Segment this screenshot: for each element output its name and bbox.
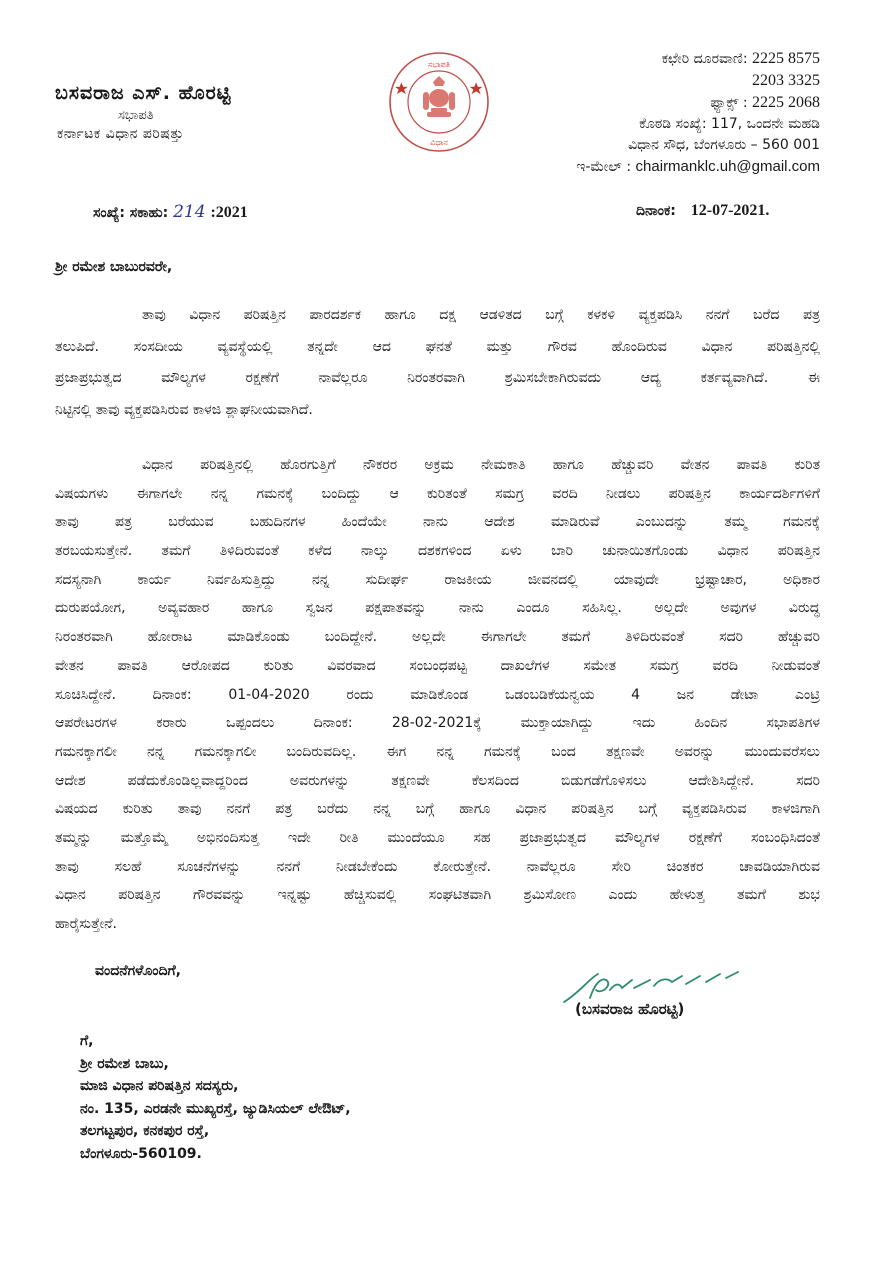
email-address: chairmanklc.uh@gmail.com (635, 158, 820, 175)
paragraph-line: ತರಬಯಸುತ್ತೇನೆ. ತಮಗೆ ತಿಳಿದಿರುವಂತೆ ಕಳೆದ ನಾಲ್ಕು ದಶಕಗಳಿಂದ ಏಳು ಬಾರಿ ಚುನಾಯಿತಗೊಂಡು ವಿಧಾನ ಪರಿಷತ್ತಿನ (55, 543, 820, 560)
reference-label: ಸಂಖ್ಯೆ: ಸಕಾಹು: (93, 205, 169, 221)
paragraph-line: ತಾವು ಸಲಹೆ ಸೂಚನೆಗಳನ್ನು ನನಗೆ ನೀಡಬೇಕೆಂದು ಕೋರುತ್ತೇನೆ. ನಾವೆಲ್ಲರೂ ಸೇರಿ ಚಿಂತಕರ ಚಾವಡಿಯಾಗಿರುವ (55, 858, 820, 875)
seal-top-text: ಸಭಾಪತಿ (428, 60, 450, 69)
paragraph-line: ಪ್ರಜಾಪ್ರಭುತ್ವದ ಮೌಲ್ಯಗಳ ರಕ್ಷಣೆಗೆ ನಾವೆಲ್ಲರೂ ನಿರಂತರವಾಗಿ ಶ್ರಮಿಸಬೇಕಾಗಿರುವದು ಆದ್ಯ ಕರ್ತವ್ಯವಾಗಿದೆ. ಈ (55, 370, 820, 386)
body-paragraph-2 (55, 451, 820, 939)
paragraph-line: ವಿಧಾನ ಪರಿಷತ್ತಿನಲ್ಲಿ ಹೊರಗುತ್ತಿಗೆ ನೌಕರರ ಅಕ್ರಮ ನೇಮಕಾತಿ ಹಾಗೂ ಹೆಚ್ಚುವರಿ ವೇತನ ಪಾವತಿ ಕುರಿತ (142, 457, 820, 473)
letter-date (636, 202, 769, 220)
paragraph-line: ನಿರಂತರವಾಗಿ ಹೋರಾಟ ಮಾಡಿಕೊಂಡು ಬಂದಿದ್ದೇನೆ. ಅಲ್ಲದೇ ಈಗಾಗಲೇ ತಮಗೆ ತಿಳಿದಿರುವಂತೆ ಸದರಿ ಹೆಚ್ಚುವರಿ (55, 629, 820, 646)
emblem-seal-icon (387, 50, 491, 154)
paragraph-line: ವಿಷಯದ ಕುರಿತು ತಾವು ನನಗೆ ಪತ್ರ ಬರೆದು ನನ್ನ ಬಗ್ಗೆ ಹಾಗೂ ವಿಧಾನ ಪರಿಷತ್ತಿನ ಬಗ್ಗೆ ವ್ಯಕ್ತಪಡಿಸಿರುವ ಕಾಳಜಿಗಾಗಿ (55, 801, 820, 818)
office-phone-1: 2225 8575 (752, 50, 820, 67)
office-phone-label: ಕಛೇರಿ ದೂರವಾಣಿ: (661, 51, 748, 67)
contact-block (490, 48, 820, 178)
reference-year: :2021 (210, 204, 248, 221)
office-phone-row-2 (490, 70, 820, 92)
sender-title: ಸಭಾಪತಿ (118, 108, 154, 123)
office-phone-2: 2203 3325 (752, 72, 820, 89)
paragraph-line: ಆದೇಶ ಪಡೆದುಕೊಂಡಿಲ್ಲವಾದ್ದರಿಂದ ಅವರುಗಳನ್ನು ತಕ್ಷಣವೇ ಕೆಲಸದಿಂದ ಬಿಡುಗಡೆಗೊಳಿಸಲು ಆದೇಶಿಸಿದ್ದೇನೆ. ಸದರಿ (55, 772, 820, 789)
paragraph-line: ತಲುಪಿದೆ. ಸಂಸದೀಯ ವ್ಯವಸ್ಥೆಯಲ್ಲಿ ತನ್ನದೇ ಆದ ಘನತೆ ಮತ್ತು ಗೌರವ ಹೊಂದಿರುವ ವಿಧಾನ ಪರಿಷತ್ತಿನಲ್ಲಿ (55, 338, 820, 355)
paragraph-line: ಹಾರೈಸುತ್ತೇನೆ. (55, 916, 117, 932)
recipient-line: ತಲಗಟ್ಟಪುರ, ಕನಕಪುರ ರಸ್ತೆ, (80, 1123, 210, 1139)
paragraph-line: ತಮ್ಮನ್ನು ಮತ್ತೊಮ್ಮೆ ಅಭಿನಂದಿಸುತ್ತ ಇದೇ ರೀತಿ ಮುಂದೆಯೂ ಸಹ ಪ್ರಜಾಪ್ರಭುತ್ವದ ಮೌಲ್ಯಗಳ ರಕ್ಷಣೆಗೆ ಸಂಬಂಧಿಸಿದಂತೆ (55, 829, 820, 846)
seal-bottom-text: ವಿಧಾನ (430, 138, 448, 147)
signatory-name: (ಬಸವರಾಜ ಹೊರಟ್ಟಿ) (575, 1000, 685, 1018)
salutation: ಶ್ರೀ ರಮೇಶ ಬಾಬುರವರೇ, (55, 259, 173, 275)
fax-label: ಫ್ಯಾಕ್ಸ್ : (710, 95, 748, 111)
paragraph-line: ತಾವು ಪತ್ರ ಬರೆಯುವ ಬಹುದಿನಗಳ ಹಿಂದೆಯೇ ನಾನು ಆದೇಶ ಮಾಡಿರುವೆ ಎಂಬುದನ್ನು ತಮ್ಮ ಗಮನಕ್ಕೆ (55, 514, 820, 531)
fax-row (490, 92, 820, 114)
date-label: ದಿನಾಂಕ: (636, 203, 676, 219)
recipient-line: ಗೆ, (80, 1033, 94, 1049)
recipient-address (80, 1030, 351, 1165)
paragraph-line: ಸದಸ್ಯನಾಗಿ ಕಾರ್ಯ ನಿರ್ವಹಿಸುತ್ತಿದ್ದು ನನ್ನ ಸುದೀರ್ಘ ರಾಜಕೀಯ ಜೀವನದಲ್ಲಿ ಯಾವುದೇ ಭ್ರಷ್ಟಾಚಾರ, ಅಧಿಕಾರ (55, 571, 820, 588)
paragraph-line: ವೇತನ ಪಾವತಿ ಆರೋಪದ ಕುರಿತು ವಿವರವಾದ ಸಂಬಂಧಪಟ್ಟ ದಾಖಲೆಗಳ ಸಮೇತ ಸಮಗ್ರ ವರದಿ ನೀಡುವಂತೆ (55, 657, 820, 674)
paragraph-line: ನಿಟ್ಟಿನಲ್ಲಿ ತಾವು ವ್ಯಕ್ತಪಡಿಸಿರುವ ಕಾಳಜಿ ಶ್ಲಾಘನೀಯವಾಗಿದೆ. (55, 401, 313, 418)
paragraph-line: ಆಪರೇಟರಗಳ ಕರಾರು ಒಪ್ಪಂದಲು ದಿನಾಂಕ: 28-02-2021ಕ್ಕೆ ಮುಕ್ತಾಯಾಗಿದ್ದು ಇದು ಹಿಂದಿನ ಸಭಾಪತಿಗಳ (55, 715, 820, 732)
paragraph-line: ದುರುಪಯೋಗ, ಅವ್ಯವಹಾರ ಹಾಗೂ ಸ್ವಜನ ಪಕ್ಷಪಾತವನ್ನು ನಾನು ಎಂದೂ ಸಹಿಸಿಲ್ಲ. ಅಲ್ಲದೇ ಅವುಗಳ ವಿರುದ್ಧ (55, 600, 820, 617)
recipient-line: ಶ್ರೀ ರಮೇಶ ಬಾಬು, (80, 1055, 169, 1072)
paragraph-line: ಸೂಚಿಸಿದ್ದೇನೆ. ದಿನಾಂಕ: 01-04-2020 ರಂದು ಮಾಡಿಕೊಂಡ ಒಡಂಬಡಿಕೆಯನ್ವಯ 4 ಜನ ಡೇಟಾ ಎಂಟ್ರಿ (55, 686, 820, 703)
reference-handwritten-number: 214 (173, 202, 206, 222)
room-line: ಕೊಠಡಿ ಸಂಖ್ಯೆ: 117, ಒಂದನೇ ಮಹಡಿ (639, 116, 820, 132)
date-value: 12-07-2021. (690, 202, 770, 219)
recipient-line: ಮಾಜಿ ವಿಧಾನ ಪರಿಷತ್ತಿನ ಸದಸ್ಯರು, (80, 1078, 239, 1094)
email-row (490, 156, 820, 178)
body-paragraph-1 (55, 300, 820, 426)
sender-name: ಬಸವರಾಜ ಎಸ್. ಹೊರಟ್ಟಿ (55, 82, 232, 104)
email-label: ಇ-ಮೇಲ್ : (576, 159, 632, 175)
paragraph-line: ವಿಷಯಗಳು ಈಗಾಗಲೇ ನನ್ನ ಗಮನಕ್ಕೆ ಬಂದಿದ್ದು ಆ ಕುರಿತಂತೆ ಸಮಗ್ರ ವರದಿ ನೀಡಲು ಪರಿಷತ್ತಿನ ಕಾರ್ಯದರ್ಶಿಗಳಿಗೆ (55, 485, 820, 502)
office-phone-row (490, 48, 820, 70)
closing-phrase: ವಂದನೆಗಳೊಂದಿಗೆ, (95, 963, 181, 979)
sender-organization: ಕರ್ನಾಟಕ ವಿಧಾನ ಪರಿಷತ್ತು (57, 126, 184, 142)
recipient-line: ನಂ. 135, ಎರಡನೇ ಮುಖ್ಯರಸ್ತೆ, ಜ್ಯುಡಿಸಿಯಲ್ ಲೇಔಟ್, (80, 1100, 351, 1117)
paragraph-line: ವಿಧಾನ ಪರಿಷತ್ತಿನ ಗೌರವವನ್ನು ಇನ್ನಷ್ಟು ಹೆಚ್ಚಿಸುವಲ್ಲಿ ಸಂಘಟಿತವಾಗಿ ಶ್ರಮಿಸೋಣ ಎಂದು ಹೇಳುತ್ತ ತಮಗೆ ಶುಭ (55, 887, 820, 904)
address-line: ವಿಧಾನ ಸೌಧ, ಬೆಂಗಳೂರು – 560 001 (628, 137, 820, 153)
paragraph-line: ತಾವು ವಿಧಾನ ಪರಿಷತ್ತಿನ ಪಾರದರ್ಶಕ ಹಾಗೂ ದಕ್ಷ ಆಡಳಿತದ ಬಗ್ಗೆ ಕಳಕಳಿ ವ್ಯಕ್ತಪಡಿಸಿ ನನಗೆ ಬರೆದ ಪತ್ರ (142, 307, 820, 323)
recipient-line: ಬೆಂಗಳೂರು-560109. (80, 1145, 202, 1162)
fax-number: 2225 2068 (752, 94, 820, 111)
paragraph-line: ಗಮನಕ್ಕಾಗಲೀ ನನ್ನ ಗಮನಕ್ಕಾಗಲೀ ಬಂದಿರುವದಿಲ್ಲ. ಈಗ ನನ್ನ ಗಮನಕ್ಕೆ ಬಂದ ತಕ್ಷಣವೇ ಅವರನ್ನು ಮುಂದುವರೆಸಲು (55, 743, 820, 760)
reference-number (93, 202, 248, 222)
